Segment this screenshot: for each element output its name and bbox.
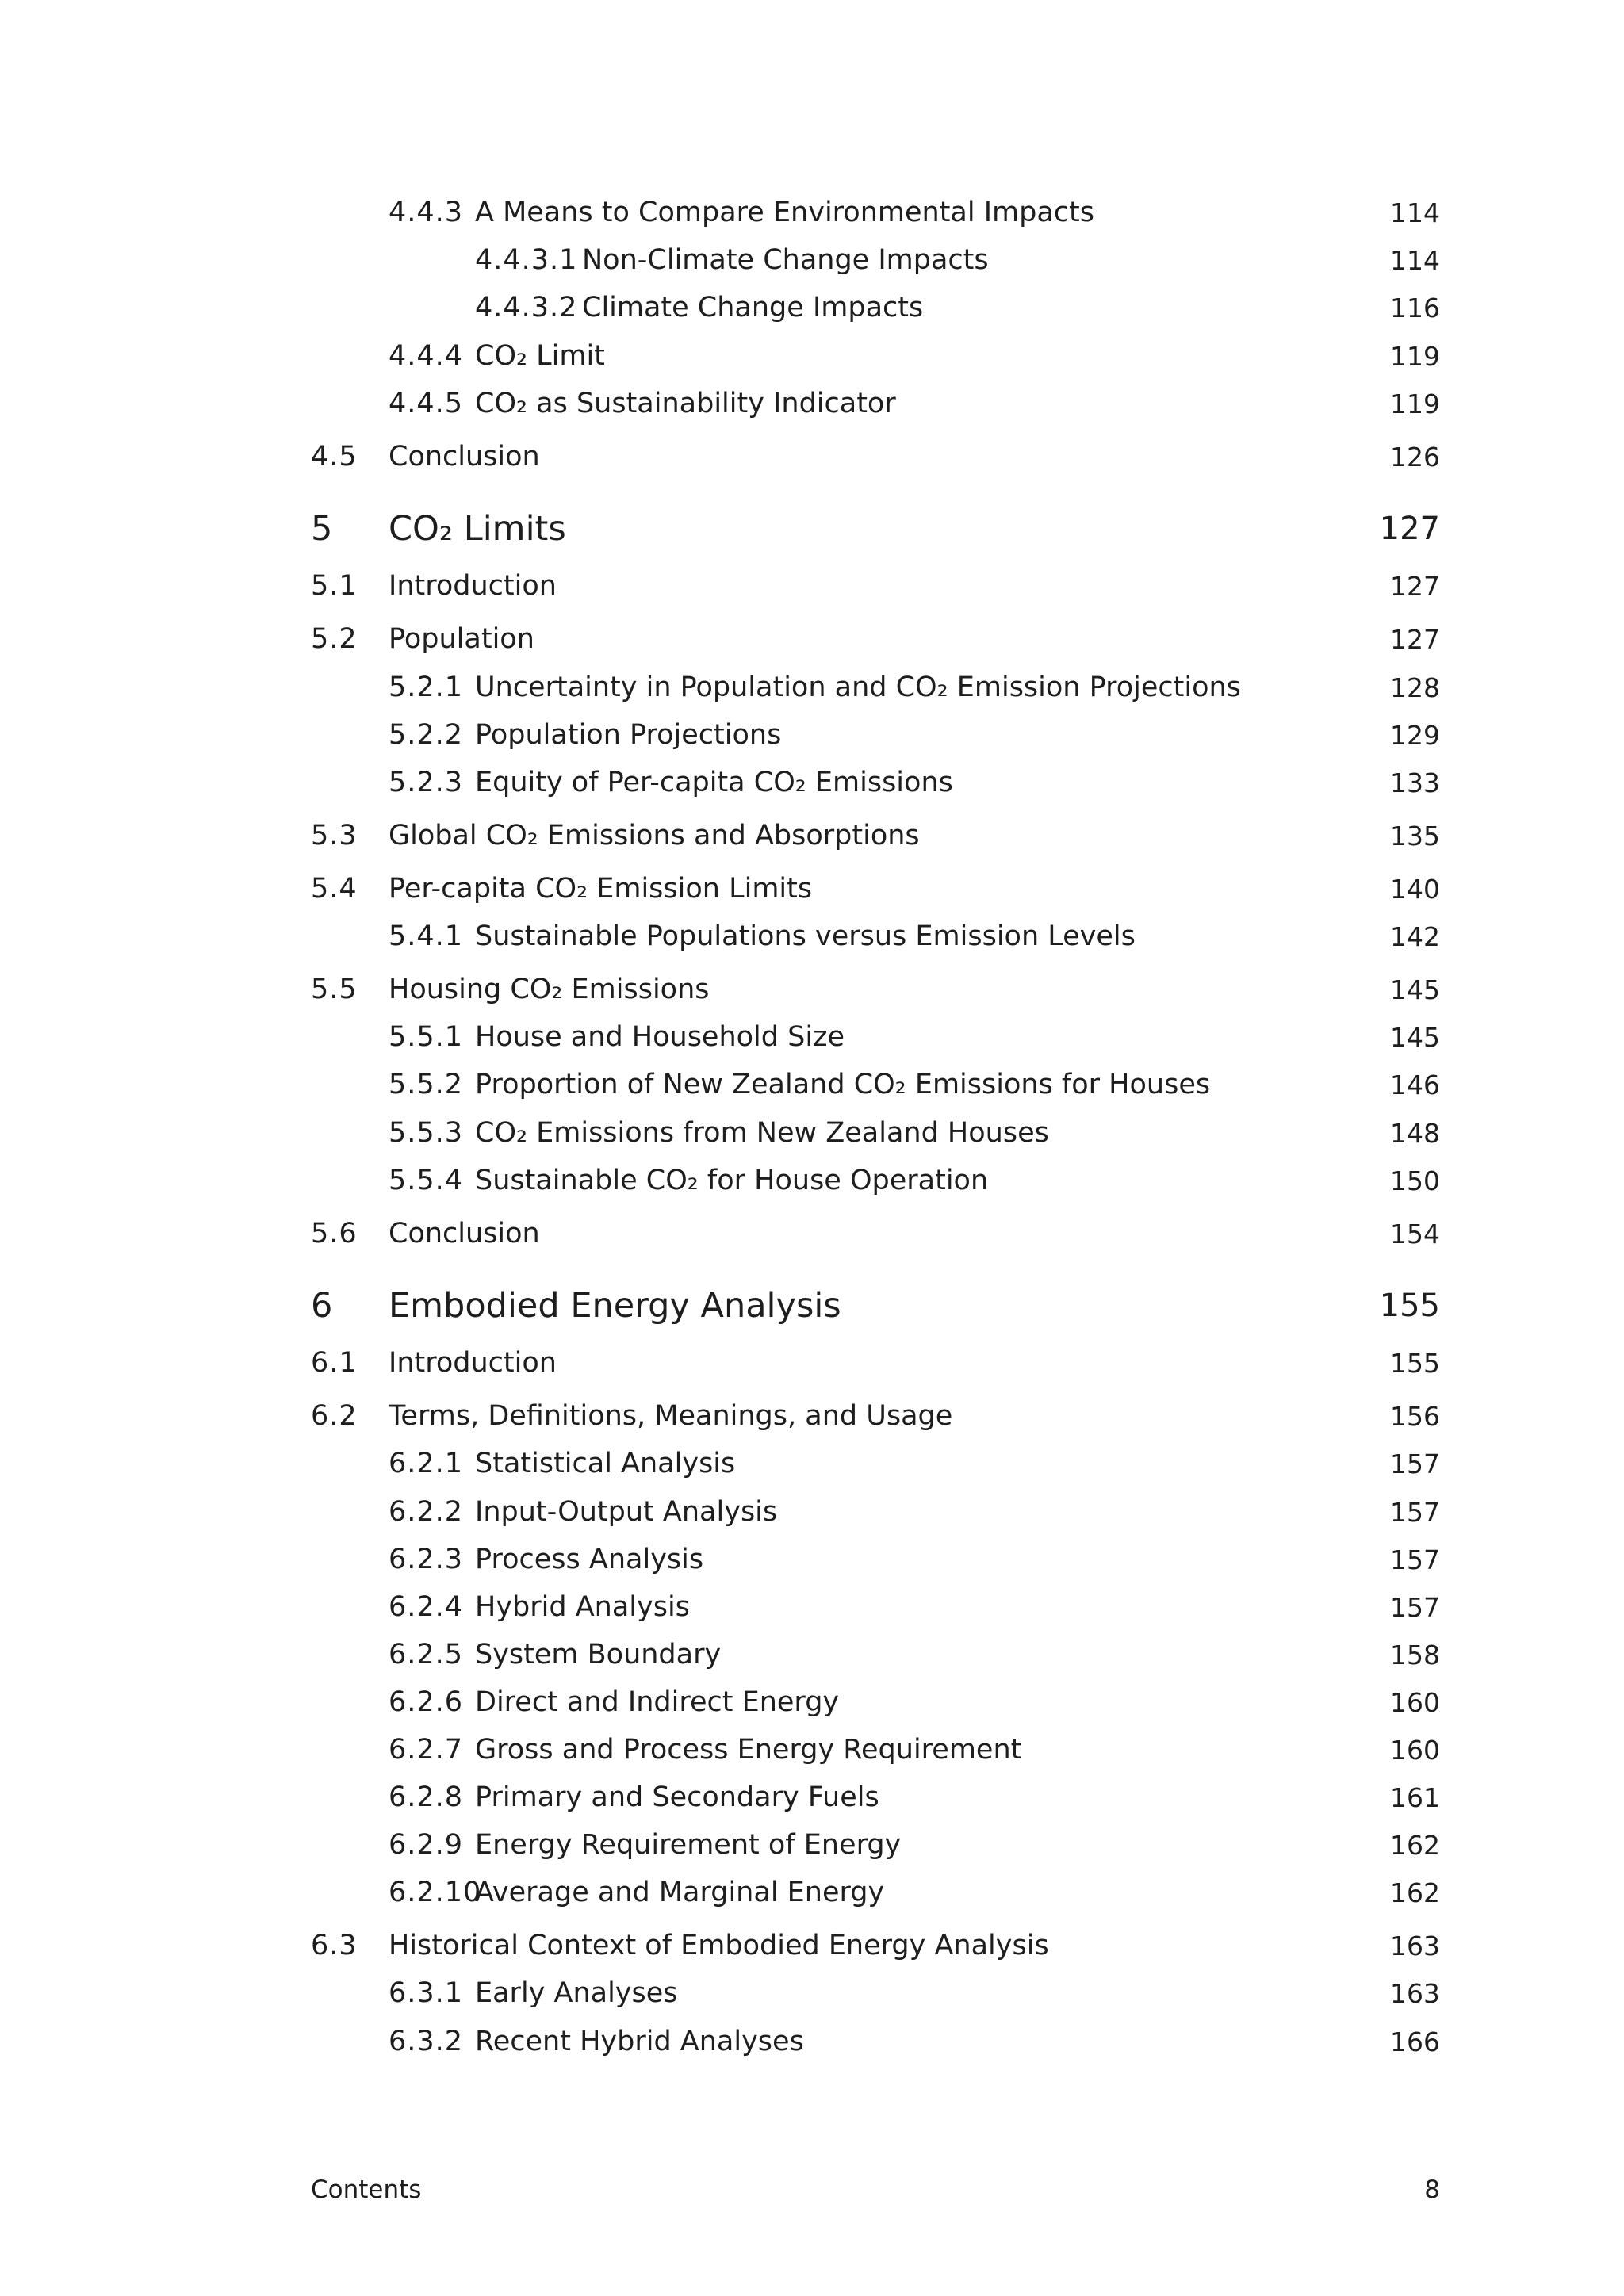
toc-entry-num: 6.2.2 bbox=[389, 1496, 464, 1528]
toc-entry-num: 5.5.1 bbox=[389, 1021, 464, 1053]
toc-entry-num: 4.4.3 bbox=[389, 197, 464, 228]
toc-entry-num: 5.1 bbox=[311, 570, 358, 602]
toc-entry-title: Climate Change Impacts bbox=[582, 292, 924, 323]
toc-entry-num: 5.2.3 bbox=[389, 767, 464, 798]
footer-label: Contents bbox=[311, 2175, 422, 2204]
toc-entry-title: Early Analyses bbox=[475, 1977, 678, 2009]
toc-entry-page: 160 bbox=[1390, 1687, 1440, 1718]
toc-entry-title: Embodied Energy Analysis bbox=[389, 1286, 841, 1326]
toc-entry-num: 6.2.6 bbox=[389, 1686, 464, 1718]
toc-entry-num: 6.2 bbox=[311, 1400, 358, 1432]
toc-entry-title: Sustainable CO₂ for House Operation bbox=[475, 1165, 989, 1196]
toc-entry-num: 5.4 bbox=[311, 873, 358, 905]
toc-entry-num: 5.4.1 bbox=[389, 920, 464, 952]
toc-entry-title: CO₂ Limit bbox=[475, 340, 605, 372]
toc-entry-page: 119 bbox=[1390, 388, 1440, 419]
toc-entry-title: Population Projections bbox=[475, 719, 782, 751]
toc-entry-num: 6.3.2 bbox=[389, 2026, 464, 2057]
toc-entry-title: Uncertainty in Population and CO₂ Emission Projections bbox=[475, 672, 1241, 703]
toc-entry-title: Statistical Analysis bbox=[475, 1448, 736, 1479]
toc-entry-page: 148 bbox=[1390, 1118, 1440, 1149]
toc-entry-page: 162 bbox=[1390, 1877, 1440, 1908]
toc-entry-num: 5 bbox=[311, 509, 333, 549]
toc-entry-num: 4.4.3.2 bbox=[475, 292, 578, 323]
toc-entry-num: 5.5.4 bbox=[389, 1165, 464, 1196]
toc-entry-title: Proportion of New Zealand CO₂ Emissions for Houses bbox=[475, 1069, 1211, 1100]
toc-entry-page: 114 bbox=[1390, 245, 1440, 276]
toc-entry-num: 5.5.2 bbox=[389, 1069, 464, 1100]
toc-entry-page: 135 bbox=[1390, 821, 1440, 851]
toc-entry-title: Energy Requirement of Energy bbox=[475, 1829, 902, 1861]
toc-entry-page: 163 bbox=[1390, 1931, 1440, 1961]
toc-entry-page: 157 bbox=[1390, 1497, 1440, 1528]
toc-entry-page: 142 bbox=[1390, 921, 1440, 952]
toc-entry-title: Direct and Indirect Energy bbox=[475, 1686, 840, 1718]
toc-entry-title: Population bbox=[389, 623, 534, 655]
toc-entry-num: 6.2.9 bbox=[389, 1829, 464, 1861]
toc-entry-page: 126 bbox=[1390, 442, 1440, 473]
toc-entry-title: Equity of Per-capita CO₂ Emissions bbox=[475, 767, 953, 798]
toc-entry-num: 6.3.1 bbox=[389, 1977, 464, 2009]
toc-entry-title: Hybrid Analysis bbox=[475, 1591, 690, 1623]
toc-entry-title: Recent Hybrid Analyses bbox=[475, 2026, 804, 2057]
toc-entry-title: Historical Context of Embodied Energy Analysis bbox=[389, 1930, 1049, 1961]
toc-entry-num: 6.2.5 bbox=[389, 1639, 464, 1670]
toc-entry-num: 6.2.8 bbox=[389, 1781, 464, 1813]
toc-entry-title: Introduction bbox=[389, 570, 557, 602]
toc-entry-num: 5.5.3 bbox=[389, 1117, 464, 1149]
toc-entry-title: Gross and Process Energy Requirement bbox=[475, 1734, 1022, 1766]
toc-entry-title: A Means to Compare Environmental Impacts bbox=[475, 197, 1095, 228]
toc-entry-page: 146 bbox=[1390, 1070, 1440, 1100]
toc-entry-title: Global CO₂ Emissions and Absorptions bbox=[389, 820, 920, 851]
toc-entry-num: 5.2 bbox=[311, 623, 358, 655]
toc-entry-title: Input-Output Analysis bbox=[475, 1496, 778, 1528]
toc-entry-page: 119 bbox=[1390, 341, 1440, 372]
toc-entry-page: 163 bbox=[1390, 1978, 1440, 2009]
toc-entry-page: 156 bbox=[1390, 1401, 1440, 1432]
toc-entry-page: 166 bbox=[1390, 2026, 1440, 2057]
toc-entry-title: CO₂ Emissions from New Zealand Houses bbox=[475, 1117, 1049, 1149]
toc-entry-num: 6.2.7 bbox=[389, 1734, 464, 1766]
toc-entry-title: Introduction bbox=[389, 1347, 557, 1379]
toc-entry-title: Average and Marginal Energy bbox=[475, 1877, 885, 1908]
toc-entry-page: 161 bbox=[1390, 1782, 1440, 1813]
toc-entry-title: House and Household Size bbox=[475, 1021, 845, 1053]
toc-entry-num: 6.1 bbox=[311, 1347, 358, 1379]
toc-entry-page: 127 bbox=[1379, 511, 1440, 547]
toc-entry-num: 4.5 bbox=[311, 441, 358, 473]
toc-entry-page: 157 bbox=[1390, 1592, 1440, 1623]
toc-entry-title: Non-Climate Change Impacts bbox=[582, 244, 989, 276]
toc-entry-page: 157 bbox=[1390, 1544, 1440, 1575]
toc-entry-page: 162 bbox=[1390, 1830, 1440, 1861]
toc-entry-title: Conclusion bbox=[389, 441, 540, 473]
toc-entry-title: Terms, Definitions, Meanings, and Usage bbox=[389, 1400, 953, 1432]
toc-entry-num: 6 bbox=[311, 1286, 333, 1326]
toc-entry-page: 128 bbox=[1390, 672, 1440, 703]
toc-entry-title: Sustainable Populations versus Emission Levels bbox=[475, 920, 1136, 952]
toc-entry-num: 5.2.1 bbox=[389, 672, 464, 703]
toc-entry-num: 4.4.5 bbox=[389, 388, 464, 419]
toc-entry-page: 140 bbox=[1390, 874, 1440, 905]
toc-entry-title: Conclusion bbox=[389, 1218, 540, 1249]
toc-entry-title: Primary and Secondary Fuels bbox=[475, 1781, 879, 1813]
toc-entry-num: 5.2.2 bbox=[389, 719, 464, 751]
toc-entry-page: 116 bbox=[1390, 293, 1440, 323]
toc-entry-title: Housing CO₂ Emissions bbox=[389, 974, 710, 1005]
toc-entry-num: 4.4.4 bbox=[389, 340, 464, 372]
toc-entry-page: 160 bbox=[1390, 1735, 1440, 1766]
toc-entry-num: 6.2.4 bbox=[389, 1591, 464, 1623]
toc-entry-num: 6.2.10 bbox=[389, 1877, 482, 1908]
footer-page-number: 8 bbox=[1424, 2175, 1440, 2204]
toc-entry-title: Process Analysis bbox=[475, 1544, 704, 1575]
toc-entry-page: 127 bbox=[1390, 571, 1440, 602]
toc-entry-page: 154 bbox=[1390, 1219, 1440, 1249]
toc-entry-page: 145 bbox=[1390, 1022, 1440, 1053]
toc-entry-num: 6.2.1 bbox=[389, 1448, 464, 1479]
toc-entry-num: 5.5 bbox=[311, 974, 358, 1005]
toc-entry-title: Per-capita CO₂ Emission Limits bbox=[389, 873, 813, 905]
toc-entry-num: 5.3 bbox=[311, 820, 358, 851]
toc-entry-title: System Boundary bbox=[475, 1639, 722, 1670]
toc-entry-page: 157 bbox=[1390, 1448, 1440, 1479]
toc-entry-page: 129 bbox=[1390, 720, 1440, 751]
toc-entry-num: 6.3 bbox=[311, 1930, 358, 1961]
toc-entry-page: 133 bbox=[1390, 767, 1440, 798]
toc-entry-page: 158 bbox=[1390, 1640, 1440, 1670]
toc-entry-num: 4.4.3.1 bbox=[475, 244, 578, 276]
toc-entry-page: 114 bbox=[1390, 197, 1440, 228]
toc-entry-title: CO₂ as Sustainability Indicator bbox=[475, 388, 896, 419]
toc-entry-num: 5.6 bbox=[311, 1218, 358, 1249]
toc-entry-num: 6.2.3 bbox=[389, 1544, 464, 1575]
toc-entry-page: 155 bbox=[1379, 1288, 1440, 1324]
toc-entry-page: 127 bbox=[1390, 624, 1440, 655]
toc-entry-title: CO₂ Limits bbox=[389, 509, 566, 549]
toc-entry-page: 150 bbox=[1390, 1165, 1440, 1196]
toc-entry-page: 145 bbox=[1390, 974, 1440, 1005]
toc-entry-page: 155 bbox=[1390, 1348, 1440, 1379]
